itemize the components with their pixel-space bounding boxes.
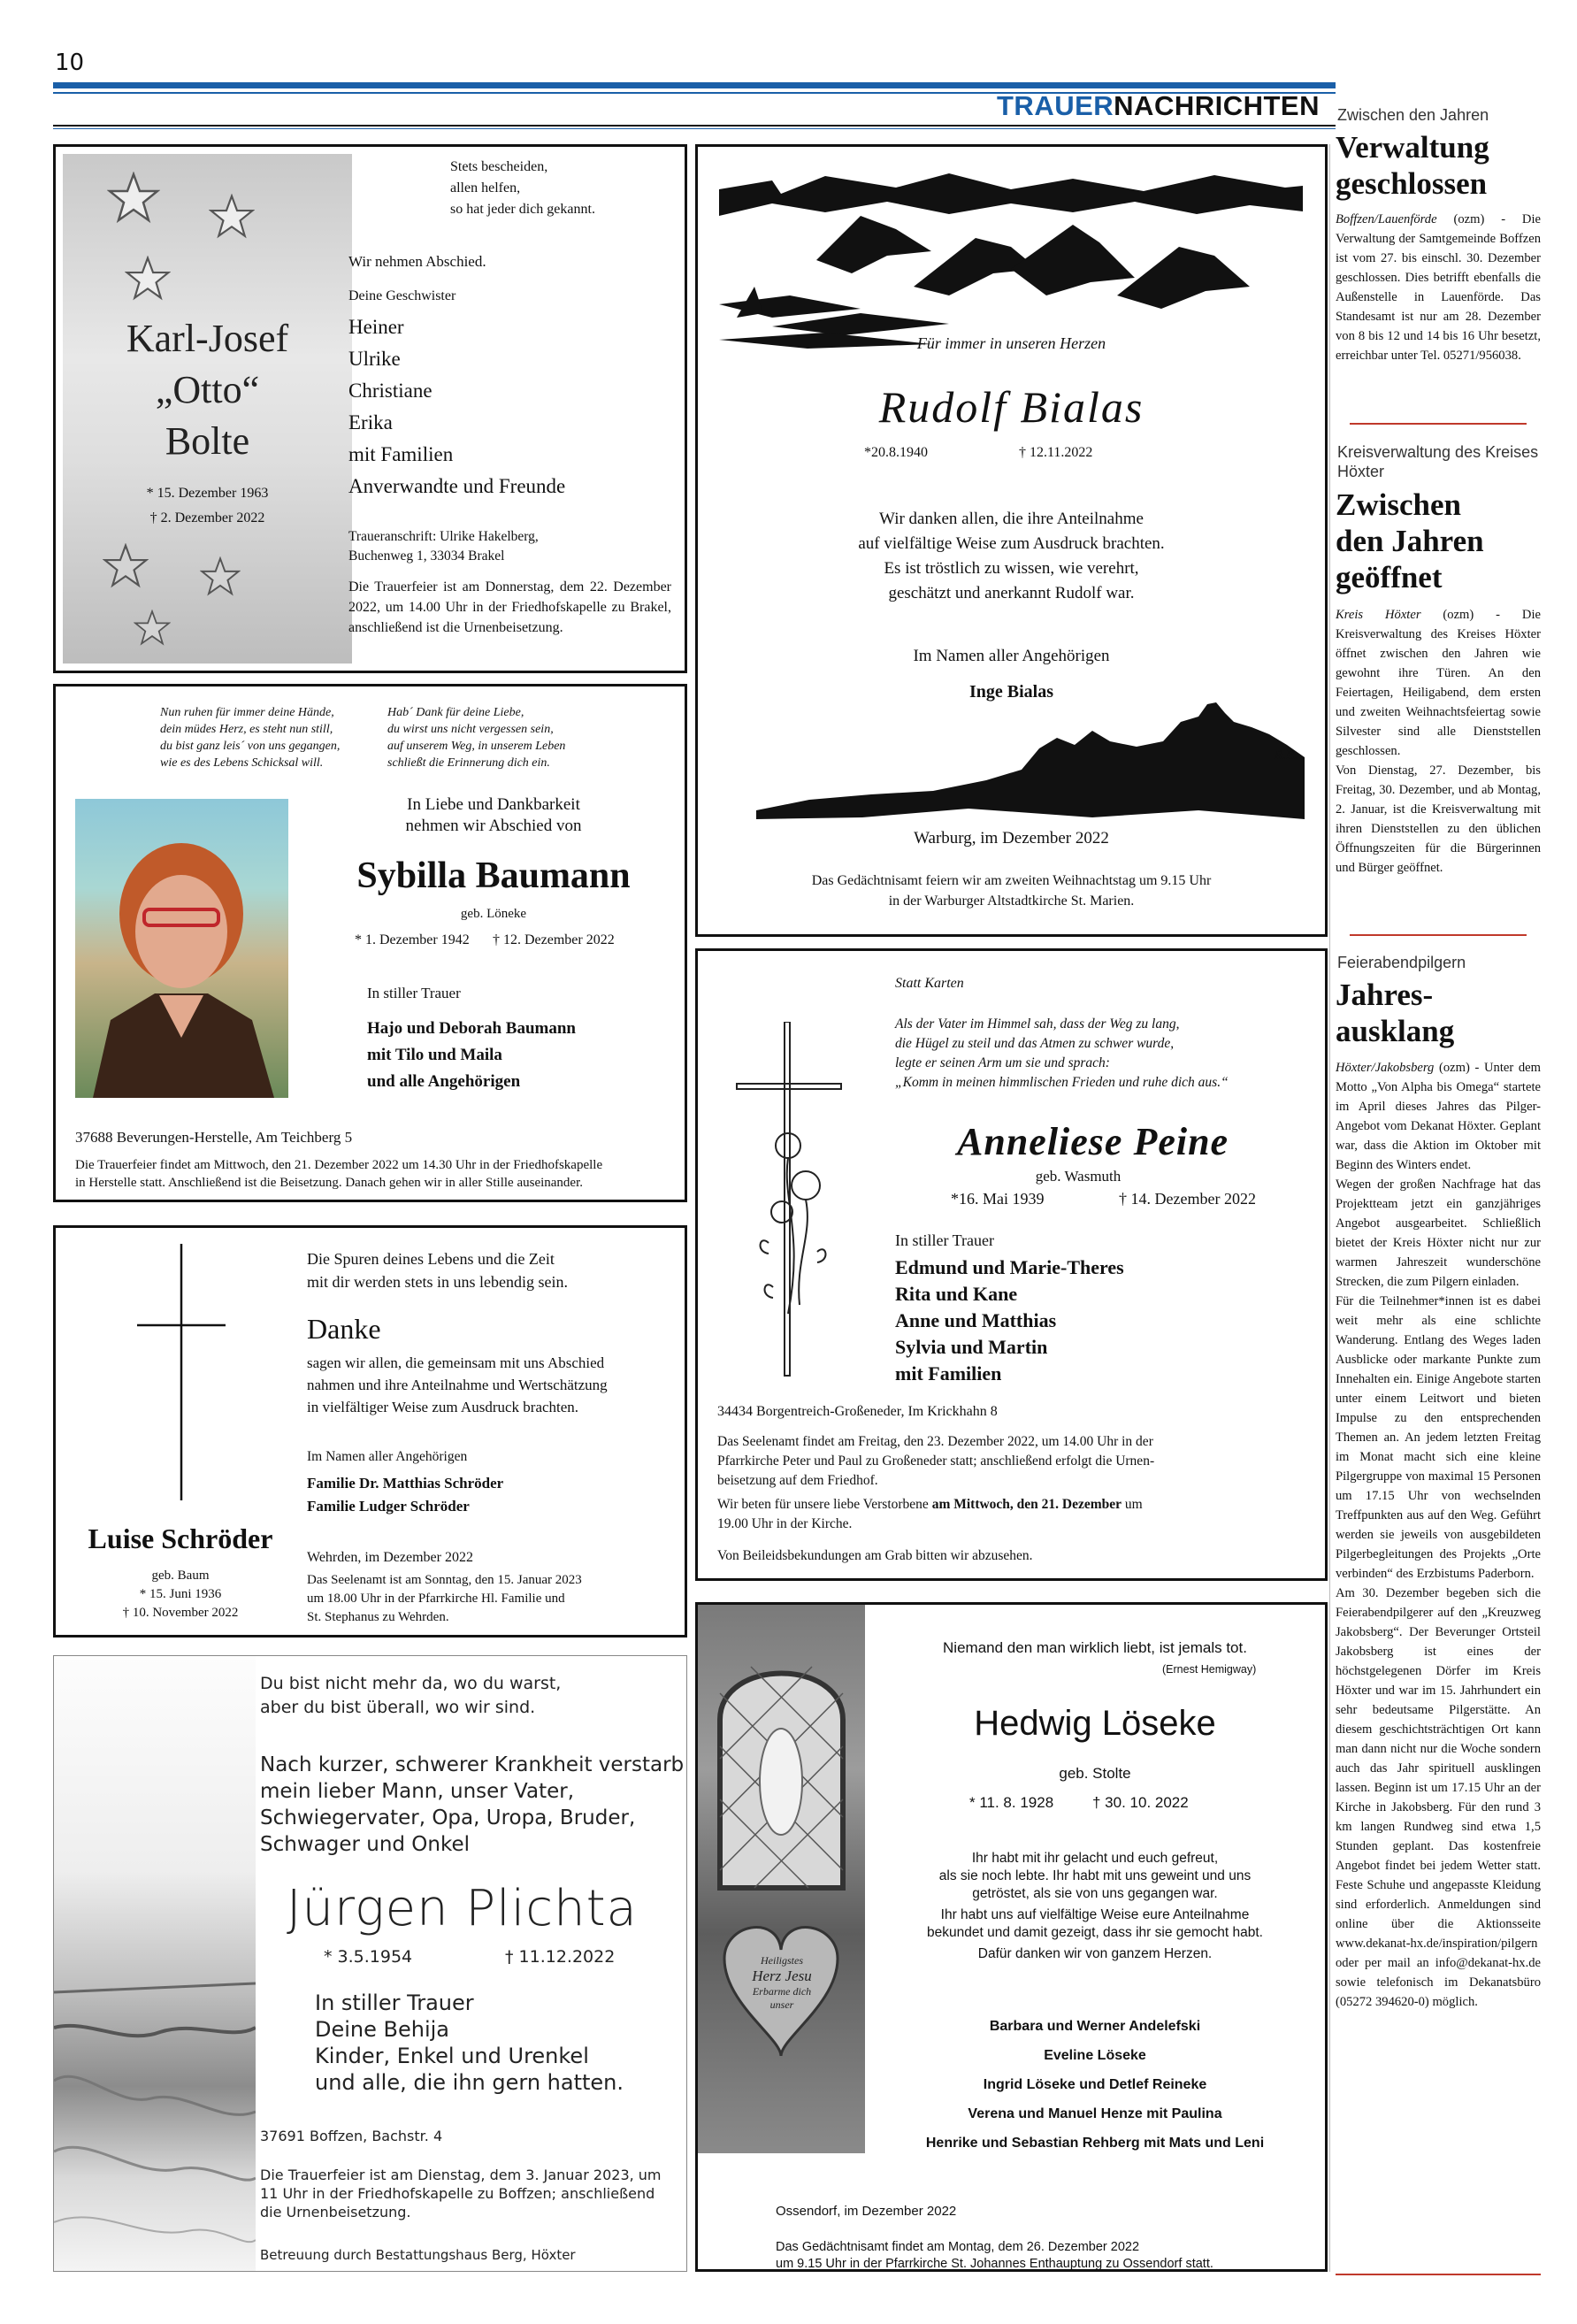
schroeder-thanks-line: in vielfältiger Weise zum Ausdruck brachten. [307,1399,579,1415]
bolte-name [63,313,352,467]
sidebar-body-text: (ozm) - Die Kreisverwaltung des Kreises Höxter öffnet zwischen den Jahren wie gewohnt ihre Türen. An den Feiertagen, Heiligabend, dem ersten und zweiten Weihnachtsfeiertag sowie Silvester sind alle Dienststellen geschlossen. [1336,608,1541,758]
plichta-mourning [315,1990,624,2096]
sidebar-article-3-kicker: Feierabendpilgern [1337,954,1466,971]
schroeder-on-behalf: Im Namen aller Angehörigen [307,1449,468,1464]
headline-line: geschlossen [1336,166,1488,201]
bialas-thanks-line: Wir danken allen, die ihre Anteilnahme [879,510,1144,528]
bolte-address-line: Buchenweg 1, 33034 Brakel [348,548,505,564]
bolte-family-line: Heiner [348,316,404,338]
loeseke-family-line: Barbara und Werner Andelefski [989,2019,1201,2034]
loeseke-born: * 11. 8. 1928 [969,1794,1054,1811]
schroeder-requiem [307,1571,582,1627]
headline-line: Zwischen [1336,487,1461,522]
waves-illustration [54,1957,256,2271]
peine-family-line: Edmund und Marie-Theres [895,1256,1124,1278]
loeseke-shrine-photo [698,1605,865,2153]
peine-requiem [717,1432,1154,1491]
baumann-poem-line: Hab´ Dank für deine Liebe, [387,706,524,719]
loeseke-text [865,1850,1325,1963]
peine-requiem-line: beisetzung auf dem Friedhof. [717,1473,878,1488]
obituary-bolte [53,144,687,673]
baumann-intro-line: nehmen wir Abschied von [405,817,582,835]
sidebar-article-2-body [1336,605,1541,878]
sidebar-article-3-headline [1336,977,1454,1049]
bolte-quote [450,157,595,220]
schroeder-quote [307,1247,568,1293]
loeseke-text-line: Dafür danken wir von ganzem Herzen. [977,1946,1213,1961]
baumann-name: Sybilla Baumann [356,855,631,896]
sidebar-body-text: (ozm) - Unter dem Motto „Von Alpha bis Omega“ startete im April dieses Jahres das Pilger-Angebot vom Dekanat Höxter. Geplant war, dass die Aktion im Oktober mit Beginn des Winters endet. [1336,1061,1541,1172]
baumann-poem-line: wie es des Lebens Schicksal will. [160,756,324,770]
baumann-poem-line: du wirst uns nicht vergessen sein, [387,723,554,736]
peine-prayer-pre: Wir beten für unsere liebe Verstorbene [717,1497,932,1512]
plichta-died: † 11.12.2022 [505,1947,616,1967]
peine-nee: geb. Wasmuth [1035,1168,1122,1185]
bialas-signer: Inge Bialas [968,682,1054,702]
shrine-text-line: Erbarme dich [752,1985,812,1998]
sidebar-bottom-rule [1336,2274,1541,2275]
bialas-born: *20.8.1940 [864,445,928,460]
loeseke-text-line: als sie noch lebte. Ihr habt mit uns geweint und uns [938,1868,1252,1883]
schroeder-quote-line: Die Spuren deines Lebens und die Zeit [307,1250,555,1268]
baumann-family-line: Hajo und Deborah Baumann [367,1019,576,1038]
loeseke-nee: geb. Stolte [1059,1765,1131,1782]
peine-family [895,1254,1124,1387]
bolte-name-line: Bolte [165,419,250,463]
peine-name: Anneliese Peine [957,1120,1229,1163]
plichta-quote-line: aber du bist überall, wo wir sind. [260,1698,536,1717]
loeseke-mass-line: Das Gedächtnisamt findet am Montag, dem 26. Dezember 2022 [776,2240,1140,2254]
schroeder-family-line: Familie Dr. Matthias Schröder [307,1475,504,1492]
bialas-thanks-line: auf vielfältige Weise zum Ausdruck brachten. [858,534,1165,553]
schroeder-family [307,1472,503,1518]
castle-silhouette-illustration [756,695,1305,828]
bialas-thanks-line: Es ist tröstlich zu wissen, wie verehrt, [884,559,1139,578]
baumann-family [367,1016,576,1095]
bialas-motto: Für immer in unseren Herzen [916,334,1106,352]
peine-prayer-line [717,1495,1143,1515]
plichta-funeral [260,2166,662,2221]
section-title [997,90,1320,122]
bolte-quote-line: allen helfen, [450,180,521,196]
loeseke-family [865,2012,1325,2158]
peine-poem-line: „Komm in meinen himmlischen Frieden und ruhe dich aus.“ [895,1075,1229,1090]
baumann-mourning: In stiller Trauer [367,985,461,1001]
schroeder-thanks [307,1352,608,1418]
star-icon [200,556,241,597]
peine-family-line: mit Familien [895,1362,1002,1384]
bolte-family-line: Ulrike [348,348,401,370]
header-rule-bottom-blue [53,128,1336,129]
peine-poem-line: Als der Vater im Himmel sah, dass der Weg zu lang, [895,1016,1180,1032]
star-icon [107,172,160,225]
baumann-intro-line: In Liebe und Dankbarkeit [407,795,580,814]
baumann-family-line: und alle Angehörigen [367,1072,521,1091]
sidebar-body-text: Wegen der großen Nachfrage hat das Projektteam jetzt ein ganzjähriges Angebot ausgearbeitet. Schließlich bietet der Kreis Höxter nicht nur zur warmen Jahreszeit wunderschöne Strecken, die zum Pilgern einladen. [1336,1177,1541,1289]
peine-family-line: Rita und Kane [895,1283,1018,1305]
schroeder-quote-line: mit dir werden stets in uns lebendig sein. [307,1273,568,1291]
bolte-address [348,527,539,566]
sidebar-article-2-headline [1336,487,1484,595]
plichta-seascape-photo [54,1656,256,2271]
peine-statt-karten: Statt Karten [895,976,964,991]
shrine-text-line: Herz Jesu [752,1967,812,1984]
peine-requiem-line: Pfarrkirche Peter und Paul zu Großeneder statt; anschließend erfolgt die Urnen- [717,1453,1155,1469]
cross-icon [137,1244,226,1500]
loeseke-text-line: getröstet, als sie von uns gegangen war. [972,1886,1218,1901]
schroeder-nee: geb. Baum [151,1569,210,1583]
bolte-family [348,311,565,502]
shrine-text-line: Heiligstes [761,1954,803,1967]
obituary-baumann [53,684,687,1202]
plichta-quote [260,1672,561,1720]
obituary-loeseke [695,1602,1328,2272]
bialas-mass [698,871,1325,911]
section-title-accent: TRAUER [997,90,1114,121]
portrait-silhouette [75,799,288,1098]
baumann-address: 37688 Beverungen-Herstelle, Am Teichberg 5 [75,1129,353,1146]
schroeder-requiem-line: Das Seelenamt ist am Sonntag, den 15. Januar 2023 [307,1573,582,1587]
plichta-born: * 3.5.1954 [324,1947,413,1967]
bialas-name: Rudolf Bialas [878,382,1144,432]
loeseke-shrine-text [733,1954,831,2012]
loeseke-text-line: Ihr habt mit ihr gelacht und euch gefreut, [971,1851,1219,1866]
headline-line: den Jahren [1336,524,1484,558]
schroeder-place-date: Wehrden, im Dezember 2022 [307,1550,473,1565]
bolte-siblings-intro: Deine Geschwister [348,288,456,303]
baumann-family-line: mit Tilo und Maila [367,1046,502,1064]
peine-died: † 14. Dezember 2022 [1119,1190,1256,1208]
schroeder-thanks-line: nahmen und ihre Anteilnahme und Wertschätzung [307,1377,608,1393]
sidebar-article-2-kicker: Kreisverwaltung des Kreises Höxter [1337,443,1539,480]
bialas-thanks-line: geschätzt und anerkannt Rudolf war. [888,584,1135,602]
baumann-funeral [75,1156,602,1192]
peine-requiem-line: Das Seelenamt findet am Freitag, den 23. Dezember 2022, um 14.00 Uhr in der [717,1434,1153,1449]
baumann-funeral-line: Die Trauerfeier findet am Mittwoch, den 21. Dezember 2022 um 14.30 Uhr in der Friedhofskapelle [75,1158,603,1172]
baumann-poem-line: Nun ruhen für immer deine Hände, [160,706,334,719]
loeseke-family-line: Eveline Löseke [1044,2048,1146,2063]
plichta-funeral-line: die Urnenbeisetzung. [260,2204,411,2220]
star-icon [103,543,149,589]
schroeder-thanks-line: sagen wir allen, die gemeinsam mit uns Abschied [307,1354,605,1371]
loeseke-place-date: Ossendorf, im Dezember 2022 [776,2204,957,2219]
peine-prayer-post: um [1122,1497,1143,1512]
schroeder-died: † 10. November 2022 [122,1606,239,1620]
peine-poem-line: die Hügel zu steil und das Atmen zu schwer wurde, [895,1036,1175,1051]
plichta-text-line: Schwiegervater, Opa, Uropa, Bruder, [260,1806,636,1829]
baumann-intro [348,794,639,837]
section-title-rest: NACHRICHTEN [1114,90,1320,121]
peine-prayer-line2: 19.00 Uhr in der Kirche. [717,1516,853,1531]
loeseke-family-line: Verena und Manuel Henze mit Paulina [968,2106,1222,2121]
sidebar-dateline: Höxter/Jakobsberg [1336,1061,1435,1075]
headline-line: Verwaltung [1336,130,1489,165]
plichta-funeral-line: 11 Uhr in der Friedhofskapelle zu Boffzen; anschließend [260,2185,655,2202]
star-icon [209,194,255,240]
baumann-poem-line: dein müdes Herz, es steht nun still, [160,723,333,736]
headline-line: Jahres- [1336,978,1434,1012]
plichta-funeral-line: Die Trauerfeier ist am Dienstag, dem 3. Januar 2023, um [260,2167,662,2183]
bialas-initials: R.B. [1275,748,1298,763]
sidebar-dateline: Kreis Höxter [1336,608,1421,622]
bolte-farewell: Wir nehmen Abschied. [348,253,486,270]
schroeder-name: Luise Schröder [88,1522,273,1554]
baumann-poem-line: schließt die Erinnerung dich ein. [387,756,550,770]
schroeder-danke: Danke [307,1313,381,1345]
baumann-poem-line: du bist ganz leis´ von uns gegangen, [160,740,341,753]
bolte-quote-line: Stets bescheiden, [450,159,548,174]
bolte-name-line: Karl-Josef [126,317,289,360]
plichta-address: 37691 Boffzen, Bachstr. 4 [260,2128,443,2144]
plichta-mourning-line: Deine Behija [315,2017,450,2042]
header-rule-blue [53,82,1336,88]
birds-woodcut-illustration [719,163,1303,349]
baumann-died: † 12. Dezember 2022 [493,932,615,947]
bolte-quote-line: so hat jeder dich gekannt. [450,202,595,217]
baumann-funeral-line: in Herstelle statt. Anschließend ist die Beisetzung. Danach gehen wir in aller Stille auseinander. [75,1176,584,1190]
sidebar-body-text: (ozm) - Die Verwaltung der Samtgemeinde Boffzen ist vom 27. bis einschl. 30. Dezember geschlossen. Dies betrifft ebenfalls die Außenstelle in Lauenförde. Das Standesamt ist nur am 28. Dezember von 8 bis 12 und 14 bis 16 Uhr besetzt, erreichbar unter Tel. 05271/956038. [1336,212,1542,363]
loeseke-quote-author: (Ernest Hemigway) [1162,1663,1257,1676]
peine-mourning: In stiller Trauer [895,1231,994,1249]
bolte-born: * 15. Dezember 1963 [146,486,269,501]
plichta-text-line: Schwager und Onkel [260,1833,471,1856]
baumann-nee: geb. Löneke [460,907,527,921]
sidebar-body-text: Am 30. Dezember begeben sich die Feierabendpilgerer auf den „Kreuzweg Jakobsberg“. Der Beverunger Ortsteil Jakobsberg ist eines der höchstgelegenen Dörfer im Kreis Höxter und war im 15. Jahrhundert ein sehr bedeutsame Pilgerstätte. An diesem geschichtsträchtigen Ort kann man dann nicht nur die Woche sondern auch das Jahr spirituell ausklingen lassen. Beginn ist um 17.15 Uhr an der Kirche in Jakobsberg. Für den rund 3 km langen Rundweg sind etwa 1,5 Stunden geplant. Das kostenfreie Angebot findet bei jedem Wetter statt. Feste Schuhe und angepasste Kleidung sind erforderlich. Anmeldungen sind online über die Aktionsseite www.dekanat-hx.de/inspiration/pilgern oder per mail an info@dekanat-hx.de sowie telefonisch im Dekanatsbüro (05272 394620-0) möglich. [1336,1586,1541,2009]
bolte-family-line: Anverwandte und Freunde [348,475,566,497]
loeseke-name: Hedwig Löseke [974,1704,1216,1743]
page-number: 10 [55,50,85,76]
sidebar-body-text: Von Dienstag, 27. Dezember, bis Freitag, 30. Dezember, und ab Montag, 2. Januar, ist die Kreisverwaltung mit ihren Dienststellen zu den üblichen Öffnungszeiten für die Bürgerinnen und Bürger geöffnet. [1336,763,1541,875]
peine-born: *16. Mai 1939 [951,1190,1045,1208]
plichta-undertaker: Betreuung durch Bestattungshaus Berg, Höxter [260,2247,576,2263]
bialas-died: † 12.11.2022 [1019,445,1093,460]
plichta-mourning-line: und alle, die ihn gern hatten. [315,2070,624,2095]
peine-family-line: Sylvia und Martin [895,1336,1048,1358]
bolte-family-line: Christiane [348,380,433,402]
bolte-gray-panel [63,154,352,663]
bialas-place-date: Warburg, im Dezember 2022 [914,829,1109,848]
bolte-family-line: mit Familien [348,443,454,465]
plichta-text-line: Nach kurzer, schwerer Krankheit verstarb [260,1753,685,1776]
loeseke-mass-line: um 9.15 Uhr in der Pfarrkirche St. Johannes Enthauptung zu Ossendorf statt. [776,2257,1213,2271]
loeseke-mass [776,2239,1213,2273]
sidebar-separator [1350,423,1527,425]
bolte-died: † 2. Dezember 2022 [149,510,265,525]
star-icon [134,610,171,647]
loeseke-text-line: Ihr habt uns auf vielfältige Weise eure Anteilnahme [940,1907,1250,1922]
shrine-text-line: unser [769,1998,794,2011]
bolte-name-line: „Otto“ [155,368,260,411]
bialas-mass-line: Das Gedächtnisamt feiern wir am zweiten Weihnachtstag um 9.15 Uhr [811,873,1212,888]
bolte-dates [63,481,352,531]
baumann-poem-right [387,704,565,771]
bolte-funeral: Die Trauerfeier ist am Donnerstag, dem 22. Dezember 2022, um 14.00 Uhr in der Friedhofskapelle zu Brakel, anschließend ist die Urnenbeisetzung. [348,579,671,635]
sidebar-article-3-body [1336,1058,1541,2012]
plichta-text-line: mein lieber Mann, unser Vater, [260,1780,575,1803]
sidebar-separator [1350,934,1527,936]
peine-address: 34434 Borgentreich-Großeneder, Im Krickhahn 8 [717,1404,998,1419]
bialas-mass-line: in der Warburger Altstadtkirche St. Marien. [888,894,1135,909]
plichta-mourning-line: Kinder, Enkel und Urenkel [315,2044,589,2068]
loeseke-quote: Niemand den man wirklich liebt, ist jemals tot. [943,1639,1247,1656]
star-icon [125,256,171,302]
schroeder-family-line: Familie Ludger Schröder [307,1498,470,1515]
obituary-peine [695,948,1328,1581]
sidebar-body-text: Für die Teilnehmer*innen ist es dabei weit mehr als eine schlichte Wanderung. Entlang des Weges laden Ausblicke oder markante Punkte zum Innehalten ein. Einige Angebote starten unter einem Leitwort und bieten Impulse zu den entsprechenden Themen an. An jedem letzten Freitag im Monat macht sich eine kleine Pilgergruppe von maximal 15 Personen um 17.15 Uhr von wechselnden Treffpunkten aus auf den Weg. Geführt werden sie jeweils von ausgebildeten Pilgerbegleitungen des Projekts „Orte verbinden“ des Erzbistums Paderborn. [1336,1294,1541,1581]
sidebar-article-1-headline [1336,129,1489,202]
plichta-text [260,1752,684,1858]
obituary-plichta [53,1655,687,2272]
schroeder-requiem-line: St. Stephanus zu Wehrden. [307,1610,449,1624]
schroeder-requiem-line: um 18.00 Uhr in der Pfarrkirche Hl. Familie und [307,1592,565,1606]
peine-no-visits: Von Beileidsbekundungen am Grab bitten wir abzusehen. [717,1548,1033,1563]
plichta-mourning-line: In stiller Trauer [315,1990,474,2015]
loeseke-died: † 30. 10. 2022 [1092,1794,1189,1811]
sidebar-dateline: Boffzen/Lauenförde [1336,212,1437,226]
peine-prayer [717,1495,1143,1534]
schroeder-details [56,1567,305,1622]
sidebar-article-1-body [1336,210,1541,365]
baumann-portrait-photo [75,799,288,1098]
plichta-quote-line: Du bist nicht mehr da, wo du warst, [260,1674,562,1693]
bialas-thanks [698,507,1325,606]
headline-line: geöffnet [1336,560,1443,594]
bolte-family-line: Erika [348,411,393,433]
peine-poem-line: legte er seinen Arm um sie und sprach: [895,1055,1110,1070]
peine-prayer-bold: am Mittwoch, den 21. Dezember [931,1497,1122,1512]
obituary-bialas [695,144,1328,937]
sidebar-divider [1329,144,1330,2272]
loeseke-text-line: bekundet und damit gezeigt, dass ihr sie gemocht habt. [927,1925,1263,1940]
headline-line: ausklang [1336,1014,1455,1048]
peine-poem [895,1015,1229,1093]
shrine-illustration [698,1605,865,2153]
cross-with-rose-illustration [733,1022,848,1384]
bolte-address-line: Traueranschrift: Ulrike Hakelberg, [348,529,539,544]
bialas-on-behalf: Im Namen aller Angehörigen [913,647,1110,665]
plichta-name: Jürgen Plichta [287,1880,638,1937]
loeseke-family-line: Ingrid Löseke und Detlef Reineke [983,2077,1207,2092]
header-rule-bottom [53,125,1336,127]
baumann-poem-left [160,704,340,771]
loeseke-family-line: Henrike und Sebastian Rehberg mit Mats und Leni [925,2136,1265,2151]
peine-family-line: Anne und Matthias [895,1309,1057,1331]
obituary-schroeder [53,1225,687,1638]
baumann-born: * 1. Dezember 1942 [355,932,470,947]
sidebar-article-1-kicker: Zwischen den Jahren [1337,106,1489,124]
schroeder-born: * 15. Juni 1936 [139,1587,222,1601]
baumann-poem-line: auf unserem Weg, in unserem Leben [387,740,566,753]
